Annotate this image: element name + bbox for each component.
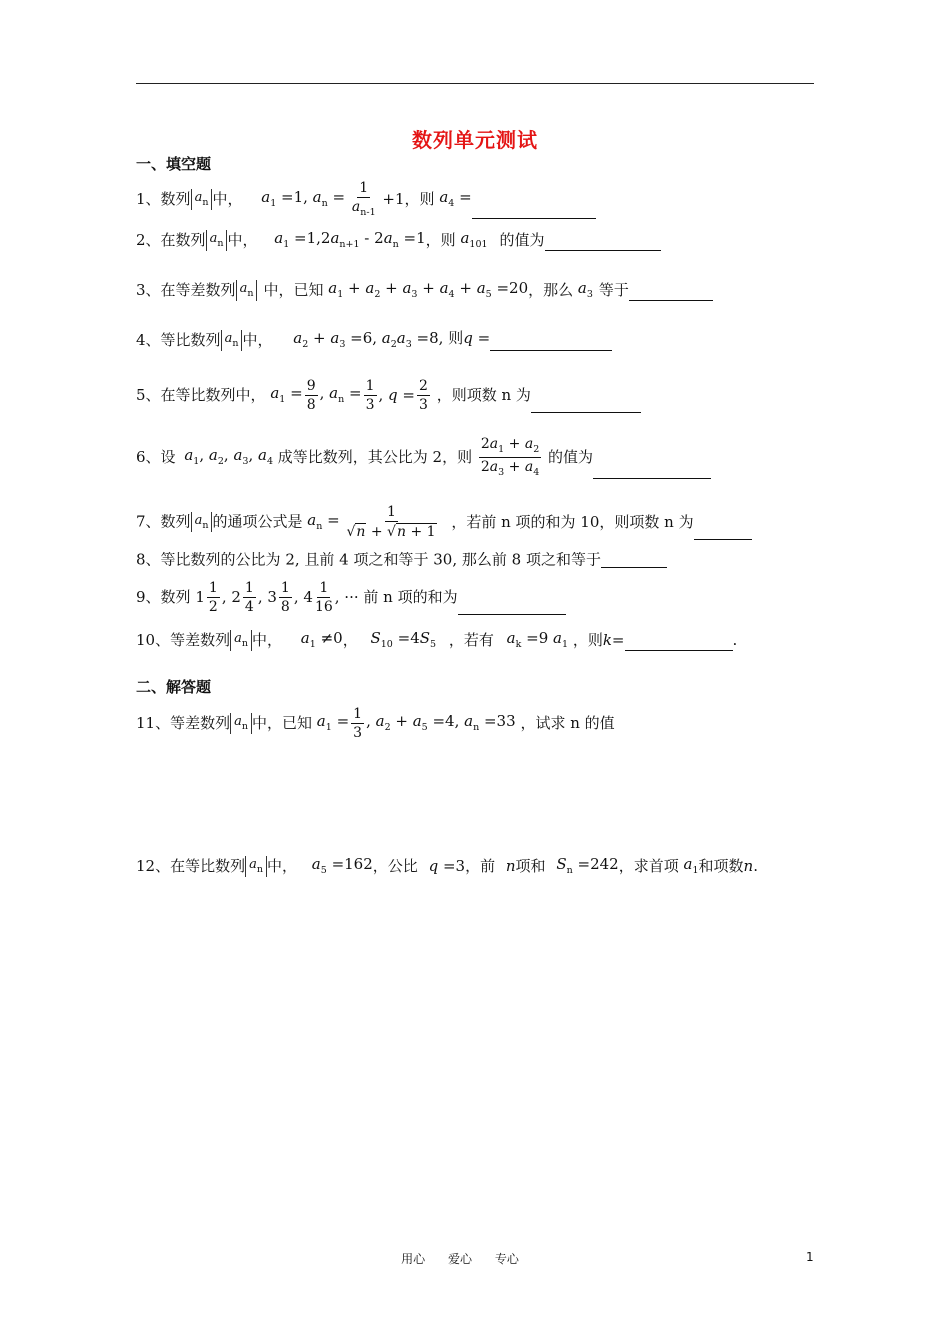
fraction: $\frac{2}{3}$ [419,378,428,414]
answer-blank[interactable] [490,336,612,351]
fraction: $\frac{1}{16}$ [314,580,333,616]
fraction: $\frac{1}{a_{n-1}}$ [351,180,376,219]
fraction: $\frac{9}{8}$ [306,378,316,414]
question-12: 12、在等比数列 $a_n$ 中， $a_5 =162$，公比 q =3，前 n项和 $S_n =242$，求首项 $a_1$和项数n. [136,855,758,876]
fraction: $\frac{1}{8}$ [280,580,290,616]
fraction: $\frac{1}{3}$ [365,378,375,414]
header-rule [136,83,814,84]
answer-blank[interactable] [545,236,661,251]
sequence-bracket: $a_n$ [230,713,252,734]
fraction: $\frac{1}{2}$ [208,580,218,616]
answer-blank[interactable] [625,636,733,651]
answer-blank[interactable] [629,286,713,301]
question-10: 10、等差数列 $a_n$ 中， $a_1 \ne 0$， $S_{10} =4S_5$ ，若有 $a_k =9$ $a_1$ ，则k= . [136,629,738,650]
question-6: 6、设 $a_1$, $a_2$, $a_3$, $a_4$ 成等比数列，其公比为 2，则 $\frac{2a_1 + a_2}{2a_3 + a_4}$ 的值为 [136,436,711,479]
answer-blank[interactable] [593,464,711,479]
sequence-bracket: $a_n$ [191,512,213,533]
answer-blank[interactable] [531,398,641,413]
fraction: $\frac{1}{√n + √n + 1}$ [346,504,436,541]
sequence-bracket: $a_n$ [236,280,258,301]
question-2: 2、在数列 $a_n$ 中， $a_1 =1,2a_{n+1} - 2a_n =1$，则 $a_{101}$ 的值为 [136,230,661,251]
question-8: 8、等比数列的公比为 2, 且前 4 项之和等于 30, 那么前 8 项之和等于 [136,552,667,568]
answer-blank[interactable] [458,600,566,615]
fraction: $\frac{2a_1 + a_2}{2a_3 + a_4}$ [480,436,540,478]
question-9: 9、数列 1 $\frac{1}{2}$ , 2 $\frac{1}{4}$ , 3 $\frac{1}{8}$ , 4 $\frac{1}{16}$ , ··· 前 n 项的和为 [136,580,566,615]
sequence-bracket: $a_n$ [191,189,213,210]
question-7: 7、数列 $a_n$ 的通项公式是 $a_n$ = $\frac{1}{√n + √n + 1}$ ，若前 n 项的和为 10，则项数 n 为 [136,504,752,540]
question-5: 5、在等比数列中， $a_1$ = $\frac{9}{8}$ , $a_n$ = $\frac{1}{3}$ , q = $\frac{2}{3}$ ，则项数 n 为 [136,378,641,413]
answer-blank[interactable] [694,525,752,540]
section-answer: 二、解答题 [136,678,212,696]
sequence-bracket: $a_n$ [206,230,228,251]
question-1: 1、数列 $a_n$ 中， $a_1 =1$, $a_n$ = $\frac{1}{a_{n-1}}$ +1，则 $a_4$ = [136,180,596,219]
answer-blank[interactable] [472,204,596,219]
fraction: $\frac{1}{3}$ [353,706,363,742]
footer-motto: 用心 爱心 专心 [401,1252,519,1266]
sequence-bracket: $a_n$ [245,856,267,877]
page-number: 1 [806,1250,814,1264]
page-title: 数列单元测试 [412,128,538,152]
question-4: 4、等比数列 $a_n$ 中， $a_2 + a_3 =6$, $a_2a_3 =8$, 则q = [136,330,612,351]
answer-blank[interactable] [601,553,667,568]
question-11: 11、等差数列 $a_n$ 中，已知 $a_1$ = $\frac{1}{3}$ , $a_2 + a_5 =4$, $a_n =33$ ，试求 n 的值 [136,706,615,742]
question-3: 3、在等差数列 $a_n$ 中，已知 $a_1 + a_2 + a_3 + a_4 + a_5 =20$，那么 $a_3$ 等于 [136,280,713,301]
sequence-bracket: $a_n$ [230,630,252,651]
section-fill-in: 一、填空题 [136,155,212,173]
fraction: $\frac{1}{4}$ [244,580,254,616]
sequence-bracket: $a_n$ [221,330,243,351]
